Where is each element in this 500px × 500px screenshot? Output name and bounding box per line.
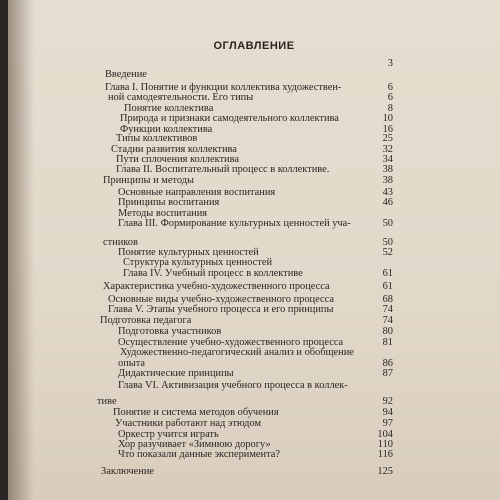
toc-entry-page: 61 bbox=[382, 281, 393, 292]
toc-entry-title: Что показали данные эксперимента? bbox=[118, 449, 280, 460]
toc-entry-page: 94 bbox=[382, 407, 393, 418]
toc-entry-page: 80 bbox=[382, 326, 393, 337]
toc-entry-title: Функции коллектива bbox=[120, 124, 213, 135]
toc-entry-page: 6 bbox=[387, 92, 393, 103]
toc-entry-page: 16 bbox=[382, 124, 393, 135]
toc-entry-page: 74 bbox=[382, 304, 393, 315]
toc-entry-title: Осуществление учебно-художественного процесса bbox=[118, 337, 344, 348]
toc-entry-title: Глава VI. Активизация учебного процесса в коллек- bbox=[118, 380, 348, 391]
toc-entry-page: 34 bbox=[382, 154, 393, 165]
toc-entry-title: Принципы и методы bbox=[103, 175, 194, 186]
toc-entry-title: Понятие коллектива bbox=[124, 103, 214, 114]
toc-entry-page: 46 bbox=[382, 197, 393, 208]
toc-entry-title: Заключение bbox=[101, 466, 154, 477]
toc-entry-title: Методы воспитания bbox=[118, 208, 208, 219]
toc-entry-title: Природа и признаки самодеятельного коллектива bbox=[120, 113, 339, 124]
toc-entry-title: Понятие культурных ценностей bbox=[118, 247, 259, 258]
toc-entry-page: 61 bbox=[382, 268, 393, 279]
toc-entry-title: Подготовка педагога bbox=[100, 315, 192, 326]
toc-entry-page: 68 bbox=[382, 294, 393, 305]
toc-entry-page: 81 bbox=[382, 337, 393, 348]
toc-entry-title: Глава V. Этапы учебного процесса и его принципы bbox=[108, 304, 334, 315]
toc-entry-title: Принципы воспитания bbox=[118, 197, 220, 208]
toc-entry-page: 52 bbox=[382, 247, 393, 258]
toc-entry-page: 25 bbox=[382, 133, 393, 144]
toc-entry-title: Понятие и система методов обучения bbox=[113, 407, 279, 418]
toc-entry-title: Оркестр учится играть bbox=[118, 429, 219, 440]
toc-entry-page: 38 bbox=[382, 164, 393, 175]
page-gutter-shadow bbox=[8, 0, 34, 500]
toc-entry-title: стников bbox=[103, 237, 138, 248]
toc-entry-title: Хор разучивает «Зимнюю дорогу» bbox=[118, 439, 271, 450]
toc-entry-page: 10 bbox=[382, 113, 393, 124]
toc-entry-page: 116 bbox=[377, 449, 393, 460]
toc-entry-page: 87 bbox=[382, 368, 393, 379]
toc-entry-page: 38 bbox=[382, 175, 393, 186]
toc-entry-title: Основные виды учебно-художественного процесса bbox=[108, 294, 334, 305]
toc-entry-page: 86 bbox=[382, 358, 393, 369]
toc-entry-page: 97 bbox=[382, 418, 393, 429]
toc-entry-title: Подготовка участников bbox=[118, 326, 222, 337]
toc-entry-title: Введение bbox=[105, 69, 147, 80]
toc-entry-title: Дидактические принципы bbox=[118, 368, 234, 379]
book-page bbox=[8, 0, 500, 500]
toc-entry-title: опыта bbox=[118, 358, 146, 369]
toc-entry-title: ной самодеятельности. Его типы bbox=[108, 92, 254, 103]
toc-entry-title: Типы коллективов bbox=[116, 133, 198, 144]
page-title: ОГЛАВЛЕНИЕ bbox=[213, 40, 295, 52]
toc-entry-page: 8 bbox=[387, 103, 393, 114]
toc-entry-title: Характеристика учебно-художественного процесса bbox=[103, 281, 330, 292]
toc-entry-page: 104 bbox=[377, 429, 393, 440]
toc-entry-title: Участники работают над этюдом bbox=[115, 418, 262, 429]
toc-entry-title: Глава III. Формирование культурных ценностей уча- bbox=[118, 218, 351, 229]
toc-entry-page: 43 bbox=[382, 187, 393, 198]
toc-entry-title: Художественно-педагогический анализ и обобщение bbox=[120, 347, 354, 358]
toc-entry-title: Основные направления воспитания bbox=[118, 187, 276, 198]
toc-entry-title: Структура культурных ценностей bbox=[123, 257, 272, 268]
toc-entry-page: 3 bbox=[387, 58, 393, 69]
toc-entry-title: тиве bbox=[97, 396, 117, 407]
toc-entry-page: 50 bbox=[382, 237, 393, 248]
toc-entry-title: Глава IV. Учебный процесс в коллективе bbox=[123, 268, 303, 279]
toc-entry-page: 32 bbox=[382, 144, 393, 155]
toc-entry-title: Глава I. Понятие и функции коллектива художествен- bbox=[105, 82, 342, 93]
toc-entry-title: Пути сплочения коллектива bbox=[116, 154, 239, 165]
toc-entry-title: Стадии развития коллектива bbox=[111, 144, 237, 155]
toc-entry-page: 125 bbox=[377, 466, 393, 477]
toc-entry-title: Глава II. Воспитательный процесс в коллективе. bbox=[116, 164, 330, 175]
toc-entry-page: 50 bbox=[382, 218, 393, 229]
toc-entry-page: 110 bbox=[377, 439, 393, 450]
toc-entry-page: 6 bbox=[387, 82, 393, 93]
toc-entry-page: 74 bbox=[382, 315, 393, 326]
toc-entry-page: 92 bbox=[382, 396, 393, 407]
